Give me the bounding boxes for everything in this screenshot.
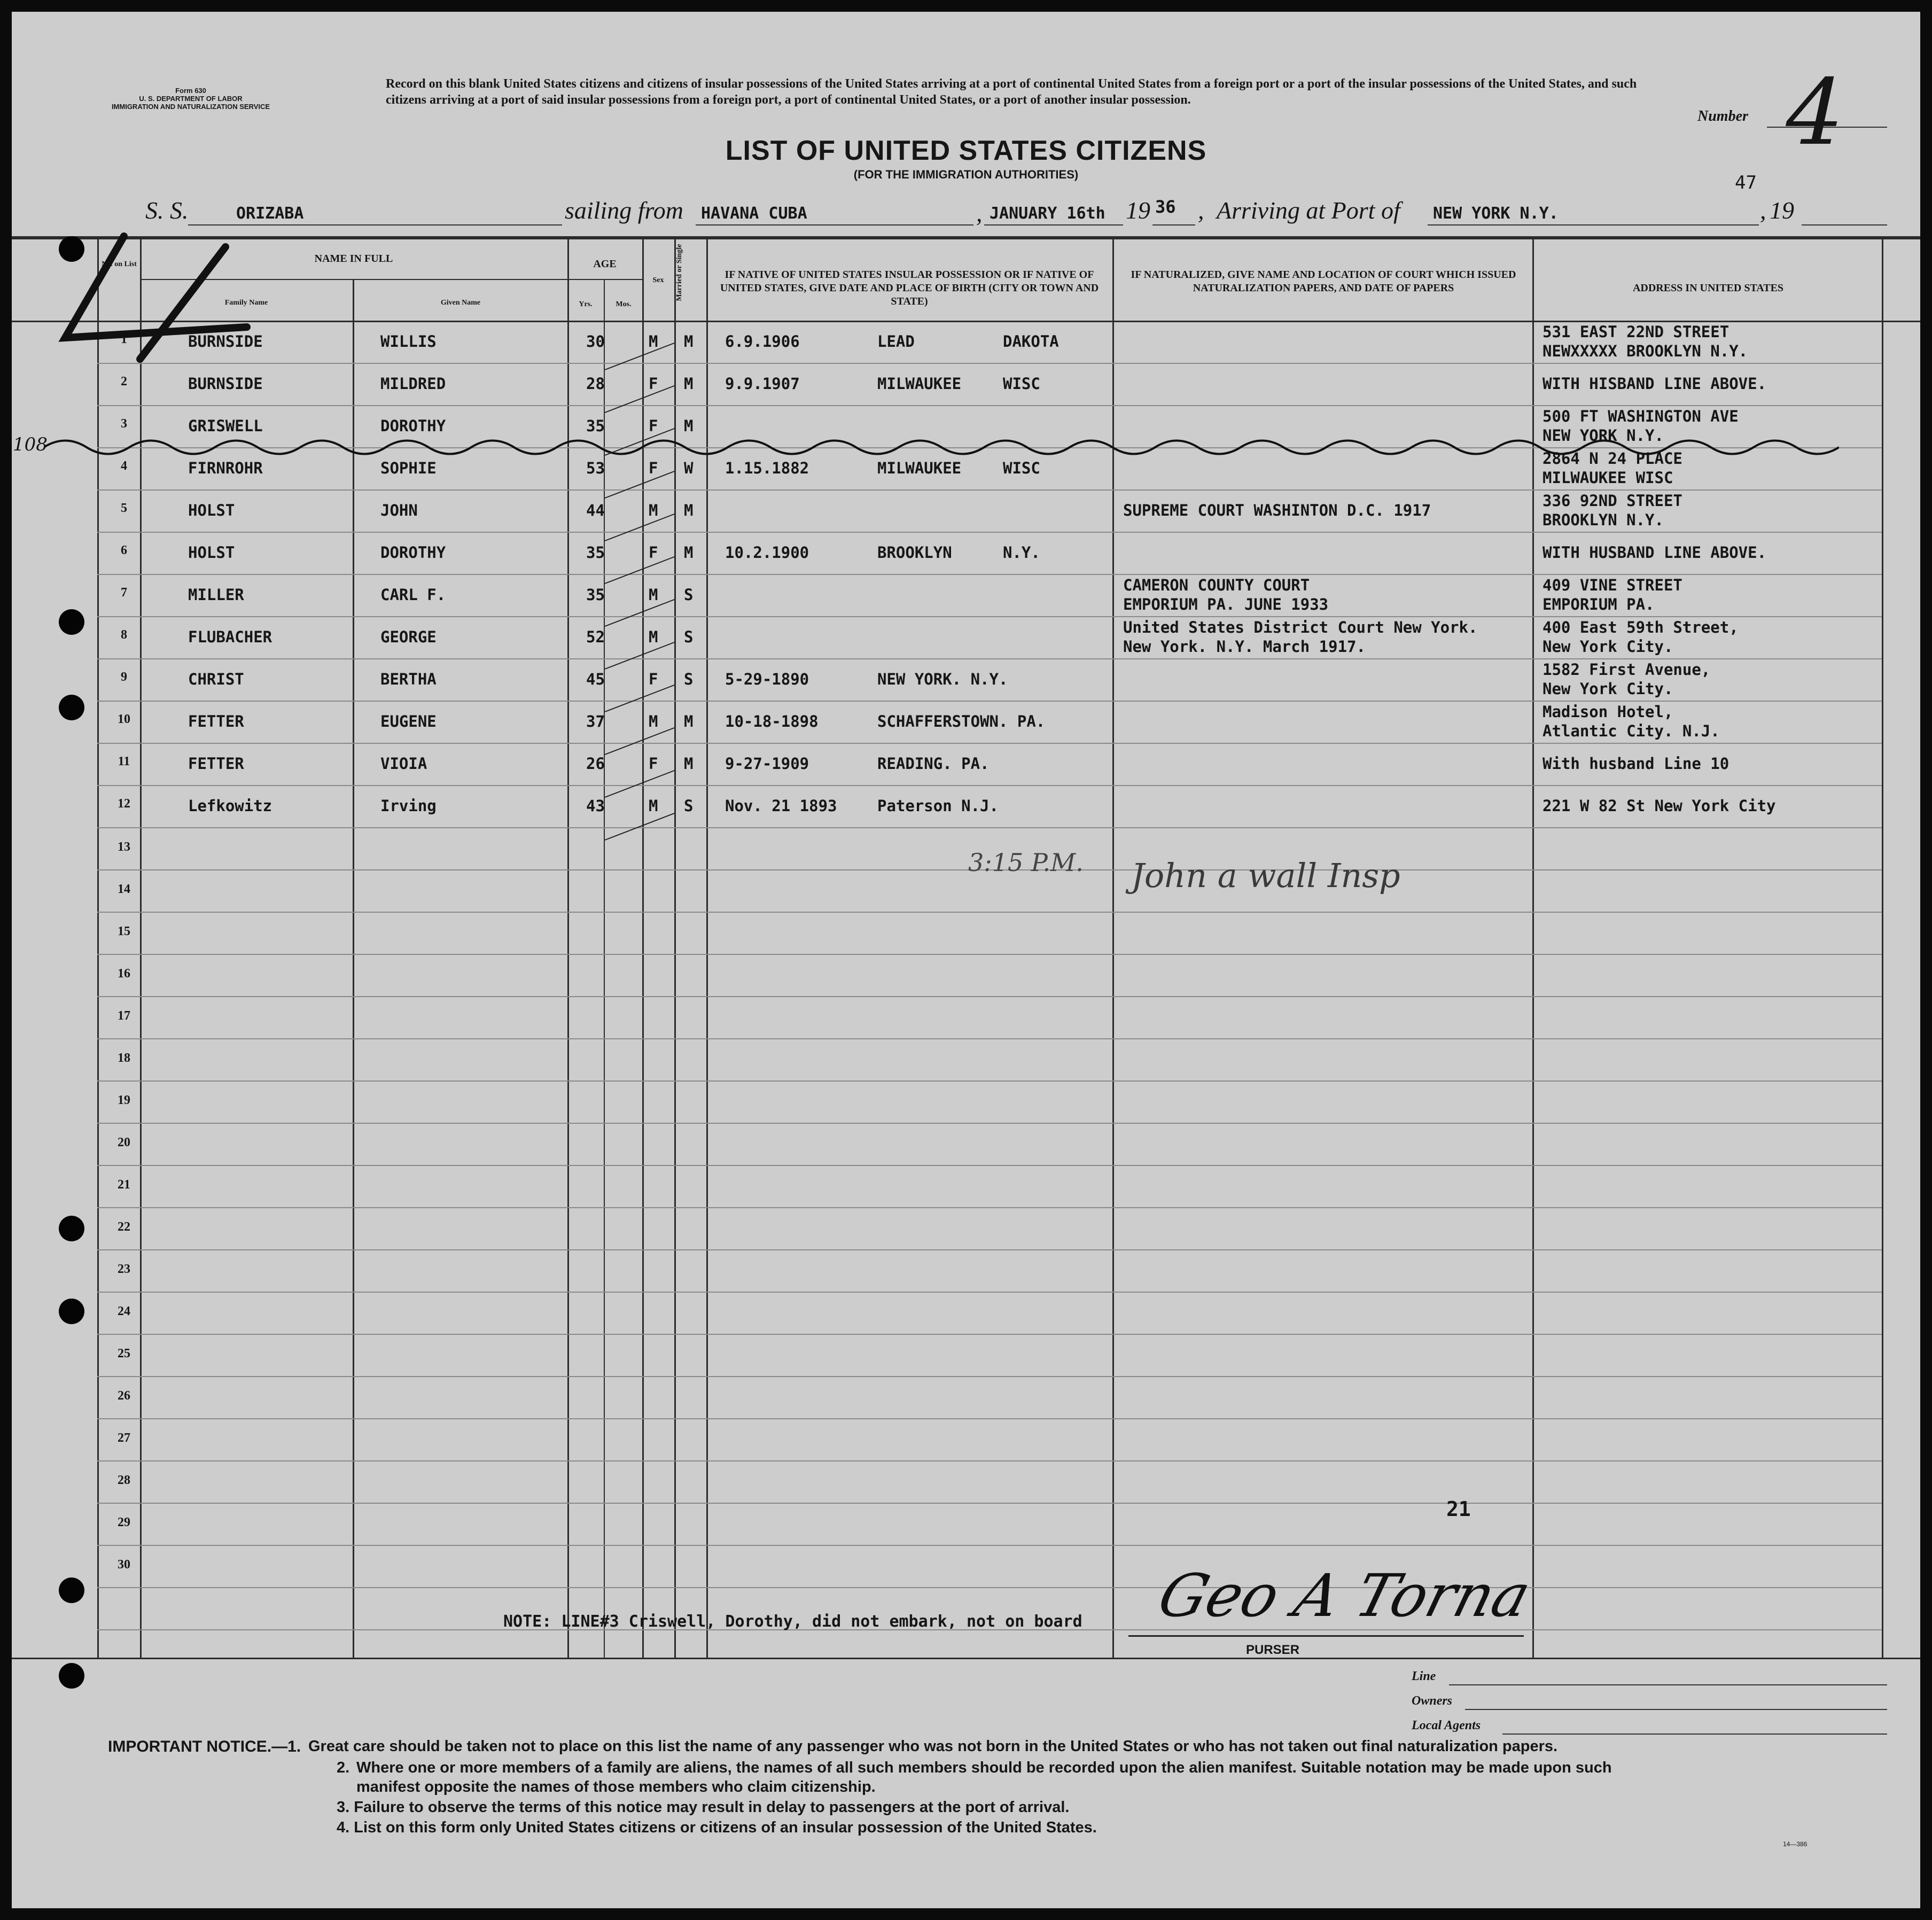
row-number: 2 (121, 375, 127, 388)
marital-status: M (684, 712, 694, 730)
address-line-1: 221 W 82 St New York City (1543, 797, 1776, 815)
row-number: 22 (118, 1220, 130, 1234)
form-subtitle: (FOR THE IMMIGRATION AUTHORITIES) (853, 168, 1079, 181)
sex: F (649, 543, 658, 562)
sex: M (649, 332, 658, 351)
birth-date: 10.2.1900 (725, 543, 809, 562)
birth-state: N.Y. (1003, 543, 1040, 562)
age-years: 26 (586, 755, 605, 773)
form-identifier (89, 87, 292, 111)
col-married: Married or Single (675, 244, 683, 301)
notice-heading: IMPORTANT NOTICE.—1. (108, 1738, 301, 1755)
row-number: 18 (118, 1051, 130, 1065)
birth-city: NEW YORK. N.Y. (877, 670, 1008, 688)
row-number: 17 (118, 1009, 130, 1023)
row-number: 23 (118, 1262, 130, 1276)
family-name: GRISWELL (188, 417, 263, 435)
row-number: 9 (121, 670, 127, 684)
birth-date: 1.15.1882 (725, 459, 809, 477)
notice-item-2a: Where one or more members of a family are aliens, the names of all such members should be recorded upon the alien manifest. Suitable notation may be made upon such (356, 1759, 1612, 1776)
department-name: U. S. DEPARTMENT OF LABOR (139, 95, 243, 103)
marital-status: S (684, 628, 694, 646)
address-line-1: WITH HUSBAND LINE ABOVE. (1543, 543, 1767, 562)
naturalization-court-line-2: New York. N.Y. March 1917. (1123, 638, 1366, 656)
birth-city: MILWAUKEE (877, 375, 962, 393)
row-number: 10 (118, 712, 130, 726)
age-years: 43 (586, 797, 605, 815)
age-years: 30 (586, 332, 605, 351)
address-line-2: EMPORIUM PA. (1543, 595, 1655, 613)
age-years: 35 (586, 586, 605, 604)
address-line-2: Atlantic City. N.J. (1543, 722, 1720, 740)
given-name: DOROTHY (380, 417, 446, 435)
birth-city: MILWAUKEE (877, 459, 962, 477)
address-line-1: Madison Hotel, (1543, 703, 1673, 721)
col-years: Yrs. (579, 300, 593, 308)
birth-date: 5-29-1890 (725, 670, 809, 688)
address-line-1: 531 EAST 22ND STREET (1543, 323, 1730, 341)
birth-date: 10-18-1898 (725, 712, 819, 730)
arriving-label: Arriving at Port of (1217, 197, 1400, 224)
punch-hole (59, 1216, 84, 1241)
row-number: 28 (118, 1473, 130, 1487)
family-name: FETTER (188, 755, 244, 773)
marital-status: M (684, 417, 694, 435)
address-line-2: NEW YORK N.Y. (1543, 426, 1664, 445)
manifest-sheet: Form 630 U. S. DEPARTMENT OF LABOR IMMIGRATION AND NATURALIZATION SERVICE Record on this blank United States citizens and citizens of insular possessions of the United States arriving at a port of continental United States from a foreign port or a port of the insular possessions of the United States, and such citizens arriving at a port of said insular possessions from a foreign port, a port of continental United States, or a port of another insular possession. Number 4 LIST OF UNITED STATES CITIZENS (FOR THE IMMIGRATION AUTHORITIES) 47 S. S. ORIZABA sailing from HAVANA CUBA , JANUARY 16th 19 36 , Arriving at Port of NEW YORK N.Y. , 19 No. on List NAME IN FULL Family Name Given Name AGE Yrs. Mos. Sex Married or Single IF NATIVE OF UNITED STATES INSULAR POSSESSION OR IF NATIVE OF UNITED STATES, GIVE DATE AND PLACE OF BIRTH (CITY OR TOWN AND STATE) IF NATURALIZED, GIVE NAME AND LOCATION OF COURT WHICH ISSUED NATURALIZATION PAPERS, AND DATE OF PAPERS ADDRESS IN UNITED STATES 1 BURNSIDE WILLIS 30 M M 6.9.1906 LEAD DAKOTA 531 EAST 22ND STREET NEWXXXXX BROOKLYN N.Y. 2 BURNSIDE MILDRED 28 F M 9.9.1907 MILWAUKEE WISC WITH HISBAND LINE ABOVE. 3 GRISWELL DOROTHY 35 F M 500 FT WASHINGTON AVE NEW YORK N.Y. 4 FIRNROHR SOPHIE 53 F W 1.15.1882 MILWAUKEE WISC 2864 N 24 PLACE MILWAUKEE WISC 5 HOLST JOHN 44 M M SUPREME COURT WASHINTON D.C. 1917 336 92ND STREET BROOKLYN N.Y. 6 HOLST DOROTHY 35 F M 10.2.1900 BROOKLYN N.Y. WITH HUSBAND LINE ABOVE. 7 MILLER CARL F. 35 M S CAMERON COUNTY COURT EMPORIUM PA. JUNE 1933 409 VINE STREET EMPORIUM PA. 8 FLUBACHER GEORGE 52 M S United States District Court New York. New York. N.Y. March 1917. 400 East 59th Street, New York City. 9 CHRIST BERTHA 45 F S 5-29-1890 NEW YORK. N.Y. 1582 First Avenue, New York City. 10 FETTER EUGENE 37 M M 10-18-1898 SCHAFFERSTOWN. PA. Madison Hotel, Atlantic City. N.J. 11 FETTER VIOIA 26 F M 9-27-1909 READING. PA. With husband Line 10 12 Lefkowitz Irving 43 M S Nov. 21 1893 Paterson N.J. 221 W 82 St New York City 13 14 15 16 17 18 19 20 21 22 23 24 25 26 27 28 29 30 108 3:15 P.M. John a wall Insp 21 NOTE: LINE#3 Criswell, Dorothy, did not embark, not on board Geo A Torna PURSER Line Owners Local Agents IMPORTANT NOTICE.—1. Great care should be taken not to place on this list the name of any passenger who was not born in the United States or who has not taken out final naturalization papers. 2. Where one or more members of a family are aliens, the names of all such members should be recorded upon the alien manifest. Suitable notation may be made upon such manifest opposite the names of those members who claim citizenship. 3. Failure to observe the terms of this notice may result in delay to passengers at the port of arrival. 4. List on this form only United States citizens or citizens of an insular possession of the United States. 14—386 (12, 12, 1920, 1908)
arrival-year-prefix: 19 (1770, 197, 1794, 224)
ss-label: S. S. (145, 197, 189, 224)
row-number: 26 (118, 1389, 130, 1403)
birth-state: WISC (1003, 375, 1040, 393)
punch-hole (59, 695, 84, 720)
marital-status: M (684, 755, 694, 773)
address-line-1: 500 FT WASHINGTON AVE (1543, 407, 1739, 425)
family-name: BURNSIDE (188, 375, 263, 393)
row-number: 15 (118, 924, 130, 938)
birth-date: 9.9.1907 (725, 375, 800, 393)
row-number: 27 (118, 1431, 130, 1445)
birth-city: SCHAFFERSTOWN. PA. (877, 712, 1046, 730)
address-line-1: WITH HISBAND LINE ABOVE. (1543, 375, 1767, 393)
row-number: 25 (118, 1347, 130, 1361)
time-annotation: 3:15 P.M. (968, 848, 1084, 877)
notice-item-1: Great care should be taken not to place on this list the name of any passenger who was not born in the United States or who has not taken out final naturalization papers. (308, 1738, 1558, 1755)
family-name: MILLER (188, 586, 244, 604)
row-number: 7 (121, 586, 127, 600)
birth-city: LEAD (877, 332, 915, 351)
col-native: IF NATIVE OF UNITED STATES INSULAR POSSESSION OR IF NATIVE OF UNITED STATES, GIVE DATE AND PLACE OF BIRTH (CITY OR TOWN AND STATE) (720, 269, 1099, 307)
given-name: BERTHA (380, 670, 437, 688)
family-name: FETTER (188, 712, 244, 730)
naturalization-court: United States District Court New York. (1123, 618, 1478, 636)
row-number: 6 (121, 543, 127, 557)
col-age: AGE (593, 258, 617, 270)
col-months: Mos. (616, 300, 632, 308)
sex: F (649, 417, 658, 435)
sex: M (649, 797, 658, 815)
birth-date: 9-27-1909 (725, 755, 809, 773)
age-years: 35 (586, 543, 605, 562)
given-name: GEORGE (380, 628, 437, 646)
row-number: 11 (118, 755, 130, 768)
col-naturalized: IF NATURALIZED, GIVE NAME AND LOCATION OF COURT WHICH ISSUED NATURALIZATION PAPERS, AND DATE OF PAPERS (1131, 269, 1516, 294)
birth-date: 6.9.1906 (725, 332, 800, 351)
year-suffix: 36 (1155, 197, 1176, 217)
age-years: 53 (586, 459, 605, 477)
form-instructions: Record on this blank United States citizens and citizens of insular possessions of the United States arriving at a port of continental United States from a foreign port or a port of the insular possessions of the United States, and such citizens arriving at a port of said insular possessions from a foreign port, a port of continental United States, or a port of another insular possession. (386, 77, 1637, 107)
given-name: DOROTHY (380, 543, 446, 562)
birth-city: BROOKLYN (877, 543, 952, 562)
notice-item-2-number: 2. (337, 1759, 350, 1776)
age-years: 37 (586, 712, 605, 730)
age-years: 45 (586, 670, 605, 688)
given-name: Irving (380, 797, 437, 815)
row-number: 8 (121, 628, 127, 642)
form-number: Form 630 (175, 87, 206, 95)
row-number: 1 (121, 332, 127, 346)
sex: F (649, 755, 658, 773)
address-line-1: 409 VINE STREET (1543, 576, 1682, 594)
purser-label: PURSER (1246, 1643, 1300, 1657)
notice-item-4: 4. List on this form only United States citizens or citizens of an insular possession of the United States. (337, 1819, 1097, 1836)
family-name: FIRNROHR (188, 459, 263, 477)
marital-status: M (684, 543, 694, 562)
marital-status: M (684, 375, 694, 393)
marital-status: S (684, 670, 694, 688)
col-address: ADDRESS IN UNITED STATES (1632, 282, 1784, 294)
birth-state: WISC (1003, 459, 1040, 477)
row-number: 20 (118, 1136, 130, 1149)
row-number: 3 (121, 417, 127, 431)
row-number: 14 (118, 882, 130, 896)
notice-item-2b: manifest opposite the names of those members who claim citizenship. (356, 1778, 876, 1795)
naturalization-court: CAMERON COUNTY COURT (1123, 576, 1310, 594)
margin-note: 108 (13, 434, 48, 455)
marital-status: M (684, 501, 694, 519)
year-prefix: 19 (1126, 197, 1150, 224)
address-line-2: BROOKLYN N.Y. (1543, 511, 1664, 529)
sex: F (649, 670, 658, 688)
address-line-1: 1582 First Avenue, (1543, 660, 1711, 679)
number-label: Number (1697, 108, 1748, 125)
marital-status: S (684, 586, 694, 604)
address-line-1: 2864 N 24 PLACE (1543, 449, 1682, 468)
family-name: HOLST (188, 543, 235, 562)
family-name: HOLST (188, 501, 235, 519)
punch-hole (59, 1577, 84, 1603)
row-number: 5 (121, 501, 127, 515)
row-number: 29 (118, 1515, 130, 1529)
col-sex: Sex (652, 276, 664, 284)
marital-status: S (684, 797, 694, 815)
sex: F (649, 375, 658, 393)
marital-status: M (684, 332, 694, 351)
address-line-2: MILWAUKEE WISC (1543, 469, 1673, 487)
marital-status: W (684, 459, 694, 477)
purser-signature: Geo A Torna (1151, 1561, 1538, 1630)
row-number: 24 (118, 1304, 130, 1318)
age-years: 28 (586, 375, 605, 393)
row-3-cancel-line (44, 434, 1839, 461)
given-name: VIOIA (380, 755, 427, 773)
address-line-2: NEWXXXXX BROOKLYN N.Y. (1543, 342, 1748, 360)
birth-city: Paterson N.J. (877, 797, 999, 815)
family-name: CHRIST (188, 670, 244, 688)
address-line-2: New York City. (1543, 680, 1673, 698)
sex: M (649, 712, 658, 730)
given-name: MILDRED (380, 375, 446, 393)
line-label: Line (1412, 1669, 1436, 1683)
address-line-2: New York City. (1543, 638, 1673, 656)
given-name: JOHN (380, 501, 418, 519)
birth-city: READING. PA. (877, 755, 990, 773)
row-number: 16 (118, 967, 130, 981)
row-number: 4 (121, 459, 127, 473)
col-given-name: Given Name (440, 299, 481, 307)
col-name-in-full: NAME IN FULL (314, 253, 393, 265)
row-number: 30 (118, 1558, 130, 1572)
naturalization-court: SUPREME COURT WASHINTON D.C. 1917 (1123, 501, 1431, 519)
given-name: WILLIS (380, 332, 437, 351)
form-code: 14—386 (1783, 1840, 1808, 1848)
punch-hole (59, 1299, 84, 1324)
family-name: BURNSIDE (188, 332, 263, 351)
age-years: 52 (586, 628, 605, 646)
number-value: 4 (1774, 60, 1855, 166)
row-number: 12 (118, 797, 130, 811)
sailing-from: HAVANA CUBA (701, 204, 807, 223)
sailing-label: sailing from (565, 197, 683, 224)
owners-label: Owners (1412, 1694, 1453, 1708)
family-name: FLUBACHER (188, 628, 272, 646)
notice-item-3: 3. Failure to observe the terms of this notice may result in delay to passengers at the port of arrival. (337, 1799, 1070, 1816)
sex: M (649, 501, 658, 519)
punch-hole (59, 609, 84, 635)
row-number: 13 (118, 840, 130, 854)
age-years: 35 (586, 417, 605, 435)
given-name: EUGENE (380, 712, 437, 730)
service-name: IMMIGRATION AND NATURALIZATION SERVICE (111, 103, 270, 111)
form-title: LIST OF UNITED STATES CITIZENS (725, 135, 1207, 166)
sex: M (649, 628, 658, 646)
address-line-1: 400 East 59th Street, (1543, 618, 1739, 636)
row-number: 21 (118, 1178, 130, 1192)
inspector-signature: John a wall Insp (1131, 856, 1400, 895)
given-name: SOPHIE (380, 459, 437, 477)
col-family-name: Family Name (224, 299, 268, 307)
punch-hole (59, 1663, 84, 1689)
family-name: Lefkowitz (188, 797, 272, 815)
sailing-date: JANUARY 16th (990, 204, 1105, 223)
embark-note: NOTE: LINE#3 Criswell, Dorothy, did not embark, not on board (503, 1612, 1082, 1631)
birth-date: Nov. 21 1893 (725, 797, 837, 815)
col-no-on-list: No. on List (102, 260, 137, 268)
stamp-number: 47 (1735, 172, 1757, 193)
arrival-port: NEW YORK N.Y. (1433, 204, 1559, 223)
passenger-count: 21 (1446, 1497, 1471, 1521)
punch-hole (59, 236, 84, 262)
row-number: 19 (118, 1093, 130, 1107)
sex: M (649, 586, 658, 604)
sex: F (649, 459, 658, 477)
given-name: CARL F. (380, 586, 446, 604)
local-agents-label: Local Agents (1412, 1719, 1481, 1732)
birth-state: DAKOTA (1003, 332, 1059, 351)
age-years: 44 (586, 501, 605, 519)
address-line-1: With husband Line 10 (1543, 755, 1730, 773)
naturalization-court-line-2: EMPORIUM PA. JUNE 1933 (1123, 595, 1329, 613)
address-line-1: 336 92ND STREET (1543, 492, 1682, 510)
tick-marks (594, 332, 733, 845)
ship-name: ORIZABA (236, 204, 304, 223)
